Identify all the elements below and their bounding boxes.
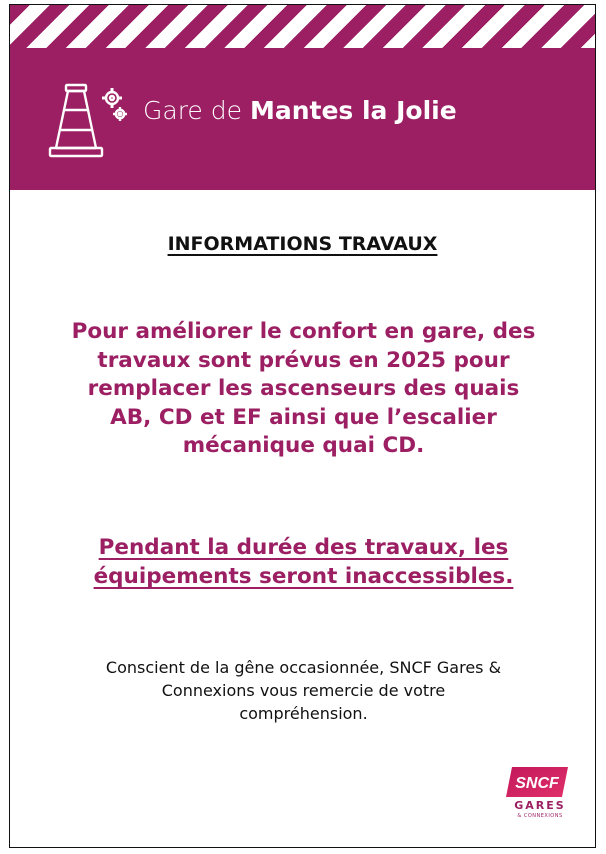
closure-notice <box>30 533 577 591</box>
logo-connexions-text: & CONNEXIONS <box>517 813 563 819</box>
station-title <box>143 96 457 125</box>
heading-text: INFORMATIONS TRAVAUX <box>167 233 438 255</box>
sncf-gares-connexions-logo <box>504 767 576 827</box>
hazard-stripes <box>10 5 595 48</box>
main-message-line: Pour améliorer le confort en gare, des <box>71 319 536 344</box>
page-heading <box>10 233 595 255</box>
sncf-logo-mark <box>506 767 568 797</box>
station-title-prefix: Gare de <box>143 96 242 125</box>
closure-notice-line: équipements seront inaccessibles. <box>93 564 514 589</box>
main-message-line: AB, CD et EF ainsi que l’escalier <box>110 404 497 430</box>
logo-gares-text: GARES <box>514 799 566 812</box>
closure-notice-line: Pendant la durée des travaux, les <box>98 535 509 560</box>
main-message <box>30 318 577 461</box>
main-message-line: travaux sont prévus en 2025 pour <box>97 347 510 373</box>
thanks-line: compréhension. <box>239 704 368 723</box>
roadworks-cone-icon <box>48 76 128 162</box>
station-name: Mantes la Jolie <box>249 96 457 125</box>
thanks-message <box>40 656 567 725</box>
sncf-logo-text: SNCF <box>515 775 559 792</box>
main-message-line: mécanique quai CD. <box>182 433 425 458</box>
thanks-line: Conscient de la gêne occasionnée, SNCF Gares & <box>105 658 502 677</box>
thanks-line: Connexions vous remercie de votre <box>161 681 446 700</box>
poster <box>9 4 596 848</box>
main-message-line: remplacer les ascenseurs des quais <box>87 376 520 401</box>
station-banner <box>10 48 595 190</box>
